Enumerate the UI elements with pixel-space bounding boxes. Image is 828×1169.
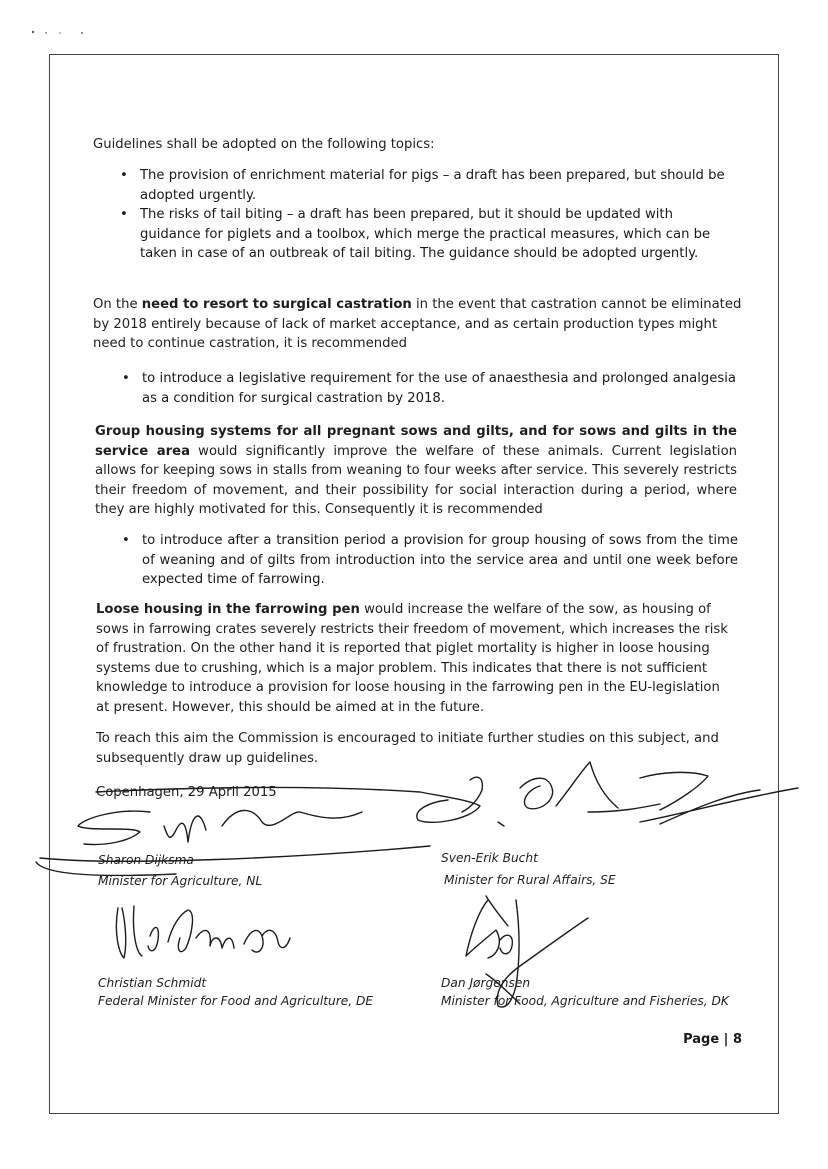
list-item: • The provision of enrichment material for pigs – a draft has been prepared, but should be adopted urgently. [120, 168, 725, 203]
scan-specks [30, 28, 90, 36]
list-item: • to introduce a legislative requirement for the use of anaesthesia and prolonged analgesia as a condition for surgical castration by 2018. [122, 371, 736, 406]
group-housing-heading: Group housing systems for all pregnant sows and gilts, and for sows and gilts in the service area [95, 424, 737, 459]
intro-text: Guidelines shall be adopted on the following topics: [93, 137, 435, 152]
castration-paragraph: On the need to resort to surgical castration in the event that castration cannot be eliminated by 2018 entirely because of lack of market acceptance, and as certain production types might need to continue castration, it is recommended [93, 297, 742, 352]
list-item: • to introduce after a transition period a provision for group housing of sows from the time of weaning and of gilts from introduction into the service area and until one week before expected time of farrowing. [122, 533, 738, 588]
group-housing-paragraph: Group housing systems for all pregnant sows and gilts, and for sows and gilts in the service area would significantly improve the welfare of these animals. Current legislation allows for keeping sows in stalls from weaning to four weeks after service. This severely restricts their freedom of movement, and their possibility for social interaction during a period, where they are highly motivated for this. Consequently it is recommended [95, 424, 738, 518]
signatory-name: Dan Jørgensen [441, 976, 531, 990]
signatory-name: Christian Schmidt [98, 976, 207, 990]
bullet-icon: • [120, 168, 128, 183]
page-number: Page | 8 [683, 1032, 742, 1047]
signatory-name: Sharon Dijksma [98, 853, 194, 867]
bullet-icon: • [122, 533, 130, 548]
loose-housing-paragraph: Loose housing in the farrowing pen would increase the welfare of the sow, as housing of sows in farrowing crates severely restricts their freedom of movement, which increases the risk of frustration. On the other hand it is reported that piglet mortality is higher in loose housing systems due to crushing, which is a major problem. This indicates that there is not sufficient knowledge to introduce a provision for loose housing in the farrowing pen in the EU-legislation at present. However, this should be aimed at in the future. [96, 602, 728, 715]
signatory-title: Minister for Food, Agriculture and Fisheries, DK [441, 994, 729, 1008]
place-date: Copenhagen, 29 April 2015 [96, 785, 277, 800]
loose-housing-heading: Loose housing in the farrowing pen [96, 602, 360, 617]
signatory-name: Sven-Erik Bucht [441, 851, 538, 865]
signatory-title: Federal Minister for Food and Agriculture, DE [98, 994, 374, 1008]
bullet-icon: • [122, 371, 130, 386]
bullet-icon: • [120, 207, 128, 223]
aim-paragraph: To reach this aim the Commission is encouraged to initiate further studies on this subject, and subsequently draw up guidelines. [96, 731, 719, 766]
signatory-title: Minister for Rural Affairs, SE [444, 873, 616, 887]
castration-heading: need to resort to surgical castration [141, 297, 412, 312]
group-housing-list [118, 531, 738, 590]
list-item: • The risks of tail biting – a draft has been prepared, but it should be updated with guidance for piglets and a toolbox, which merge the practical measures, which can be taken in case of an outbreak of tail biting. The guidance should be adopted urgently. [120, 207, 711, 262]
topic-list [116, 166, 728, 264]
signatory-title: Minister for Agriculture, NL [98, 874, 263, 888]
castration-list [118, 369, 736, 408]
